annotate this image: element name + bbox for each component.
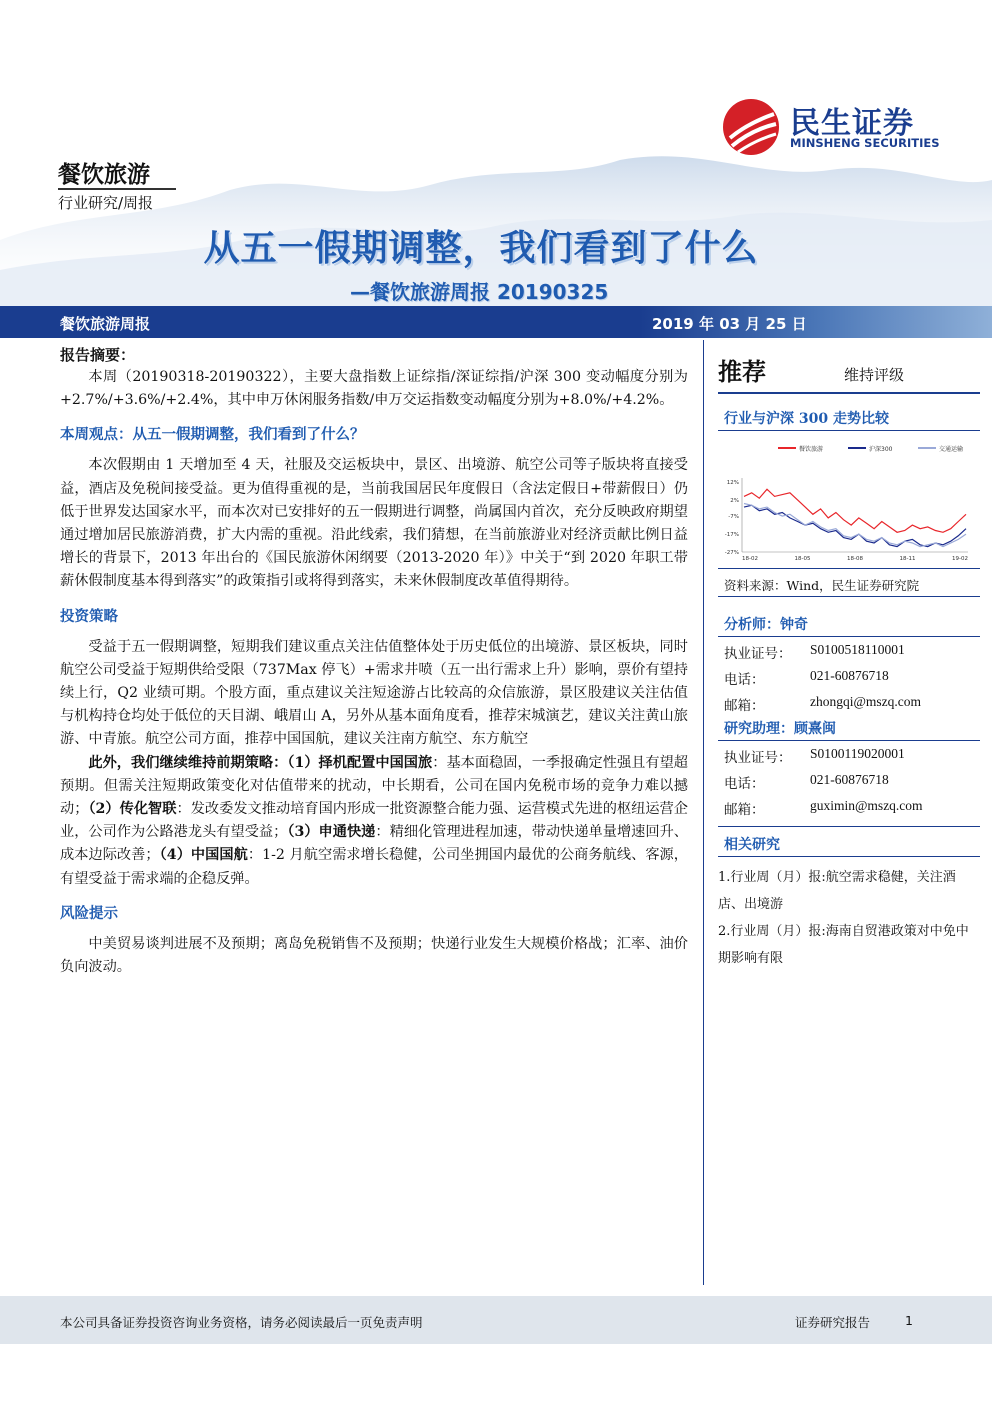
legend-label: 沪深300 — [869, 446, 893, 453]
y-tick-label: 12% — [726, 480, 739, 486]
series-line — [744, 505, 966, 546]
strategy-bold-1: 此外，我们继续维持前期策略：（1）择机配置中国国旅 — [88, 754, 433, 771]
report-title — [0, 220, 992, 271]
logo-name-cn: 民生证券 — [790, 106, 914, 141]
sector-rule — [58, 188, 176, 190]
chart-heading-rule — [718, 430, 980, 431]
strategy-text-4: ：1-2 月航空需求增长稳健，公司坐拥国内最优的公商务航线、客源，有望受益于需求端的企稳反弹。 — [60, 847, 688, 887]
assistant-license-label: 执业证号： — [724, 750, 792, 766]
related-top-rule — [718, 826, 980, 827]
related-item[interactable]: 1.行业周（月）报:航空需求稳健，关注酒店、出境游 — [718, 870, 956, 912]
sidebar-rule-top — [718, 392, 980, 394]
band-label: 餐饮旅游周报 — [60, 315, 151, 333]
main-content — [60, 344, 688, 979]
analyst-license-label: 执业证号： — [724, 646, 792, 662]
y-tick-label: -7% — [728, 514, 739, 521]
assistant-license-value: S0100119020001 — [810, 746, 905, 761]
strategy-text-2: ：发改委发文推动培育国内形成一批资源整合能力强、运营模式先进的枢纽运营企业，公司作为公路港龙头有望受益； — [60, 801, 688, 841]
x-tick-label: 18-11 — [899, 556, 916, 562]
footer-disclaimer: 本公司具备证券投资咨询业务资格，请务必阅读最后一页免责声明 — [60, 1315, 423, 1330]
rating: 维持评级 — [844, 366, 905, 384]
analyst-phone-value: 021-60876718 — [810, 668, 889, 683]
related-list — [718, 864, 980, 972]
summary-paragraph: 本周（20190318-20190322），主要大盘指数上证综指/深证综指/沪深 300 变动幅度分别为+2.7%/+3.6%/+2.4%，其中申万休闲服务指数/申万交运指数变动幅度分别为+8.0%/+4.2%。 — [60, 369, 688, 409]
report-subtitle: —餐饮旅游周报 20190325 — [350, 280, 609, 304]
strategy-bold-3: （3）申通快递 — [287, 824, 376, 841]
sector-title: 餐饮旅游 — [58, 162, 150, 188]
source-bottom-rule — [718, 596, 980, 597]
assistant-phone-value: 021-60876718 — [810, 772, 889, 787]
legend-label: 交通运输 — [939, 446, 964, 453]
brand-logo — [722, 96, 952, 156]
x-tick-label: 19-02 — [952, 556, 968, 562]
footer-label: 证券研究报告 — [795, 1315, 871, 1330]
column-divider — [703, 340, 704, 1285]
analyst-phone-label: 电话： — [724, 672, 765, 688]
analyst-rule — [718, 636, 980, 637]
summary-heading: 报告摘要： — [60, 346, 136, 364]
analyst-email-label: 邮箱： — [724, 698, 765, 714]
assistant-heading: 研究助理：顾熹闽 — [724, 721, 836, 737]
strategy-heading: 投资策略 — [60, 607, 118, 625]
x-tick-label: 18-05 — [794, 556, 811, 562]
logo-emblem-icon — [722, 98, 780, 156]
risk-paragraph: 中美贸易谈判进展不及预期；离岛免税销售不及预期；快递行业发生大规模价格战；汇率、油价负向波动。 — [60, 935, 688, 976]
trend-chart — [718, 440, 980, 565]
report-type: 行业研究/周报 — [58, 194, 154, 212]
chart-heading: 行业与沪深 300 走势比较 — [724, 411, 889, 427]
series-line — [744, 504, 966, 547]
related-rule — [718, 856, 980, 857]
report-date: 2019 年 03 月 25 日 — [652, 315, 807, 333]
assistant-email-label: 邮箱： — [724, 802, 765, 818]
legend-label: 餐饮旅游 — [799, 446, 824, 453]
strategy-bold-4: （4）中国国航 — [159, 847, 248, 864]
analyst-email-value[interactable]: zhongqi@mszq.com — [810, 694, 922, 709]
strategy-paragraph-1: 受益于五一假期调整，短期我们建议重点关注估值整体处于历史低位的出境游、景区板块，同时航空公司受益于短期供给受限（737Max 停飞）+需求井喷（五一出行需求上升）影响，票价有望持续上行，Q2 业绩可期。个股方面，重点建议关注短途游占比较高的众信旅游，景区股建议关注估值与机构持仓均处于低位的天目湖、峨眉山 A，另外从基本面角度看，推荐宋城演艺，建议关注黄山旅游、中青旅。航空公司方面，推荐中国国航，建议关注南方航空、东方航空 — [60, 638, 688, 748]
logo-name-en: MINSHENG SECURITIES — [790, 136, 940, 150]
assistant-phone-label: 电话： — [724, 776, 765, 792]
view-paragraph: 本次假期由 1 天增加至 4 天，社服及交运板块中，景区、出境游、航空公司等子版块将直接受益，酒店及免税间接受益。更为值得重视的是，当前我国居民年度假日（含法定假日+带薪假日）仍低于世界发达国家水平，而本次对已安排好的五一假期进行调整，尚属国内首次，充分反映政府期望通过增加居民旅游消费，扩大内需的重视。沿此线索，我们猜想，在当前旅游业对经济贡献比例日益增长的背景下，2013 年出台的《国民旅游休闲纲要（2013-2020 年）》中关于“到 2020 年职工带薪休假制度基本得到落实”的政策指引或将得到落实，未来休假制度改革值得期待。 — [60, 457, 688, 590]
x-tick-label: 18-02 — [742, 556, 758, 562]
source-rule — [718, 568, 980, 569]
view-heading: 本周观点：从五一假期调整，我们看到了什么？ — [60, 426, 365, 444]
assistant-rule — [718, 740, 980, 741]
strategy-paragraph-2 — [60, 752, 688, 891]
y-tick-label: 2% — [730, 497, 739, 504]
risk-heading: 风险提示 — [60, 904, 118, 922]
strategy-bold-2: （2）传化智联 — [88, 801, 177, 818]
related-heading: 相关研究 — [724, 837, 780, 853]
assistant-email-value[interactable]: guximin@mszq.com — [810, 798, 923, 813]
recommendation: 推荐 — [718, 358, 766, 386]
page-number: 1 — [905, 1313, 913, 1328]
related-item[interactable]: 2.行业周（月）报:海南自贸港政策对中免中期影响有限 — [718, 924, 969, 966]
analyst-license-value: S0100518110001 — [810, 642, 905, 657]
analyst-heading: 分析师：钟奇 — [724, 617, 808, 633]
chart-source: 资料来源：Wind，民生证券研究院 — [724, 578, 920, 593]
x-tick-label: 18-08 — [847, 556, 863, 562]
y-tick-label: -27% — [724, 550, 739, 556]
report-title-text: 从五一假期调整，我们看到了什么 — [203, 228, 759, 269]
strategy-text-1: ：基本面稳固，一季报确定性强且有望超预期。但需关注短期政策变化对估值带来的扰动，中长期看，公司在国内免税市场的竞争力难以撼动； — [60, 754, 688, 818]
strategy-text-3: ：精细化管理进程加速，带动快递单量增速回升、成本边际改善； — [60, 824, 688, 864]
series-line — [744, 489, 966, 532]
y-tick-label: -17% — [724, 532, 739, 539]
